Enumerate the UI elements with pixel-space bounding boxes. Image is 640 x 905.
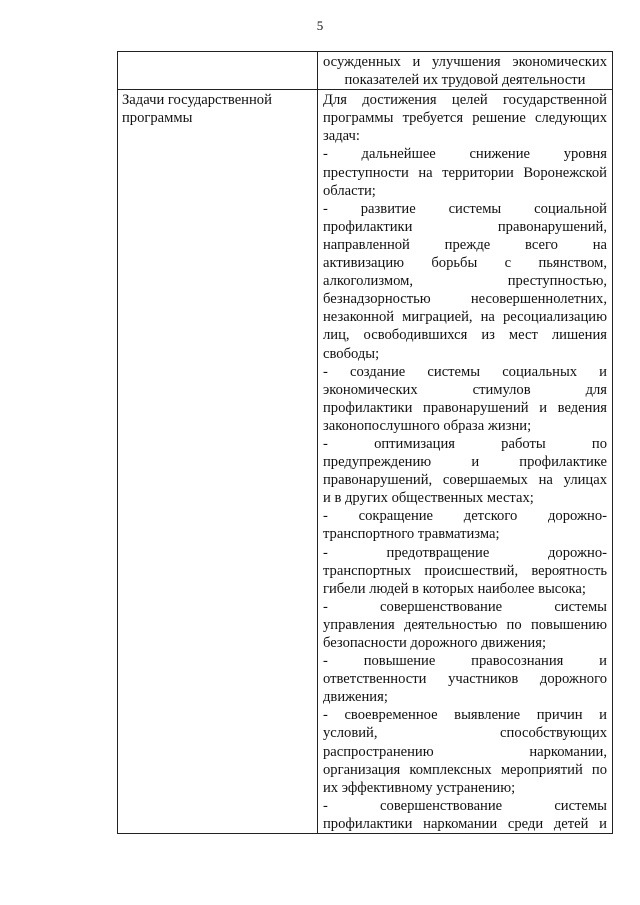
task-text-line: активизацию борьбы с пьянством, bbox=[323, 255, 607, 272]
table-row bbox=[118, 52, 613, 90]
task-text-line: - создание системы социальных и bbox=[323, 363, 607, 380]
task-text-line: - предотвращение дорожно- bbox=[323, 544, 607, 561]
task-text-line: профилактики правонарушений, bbox=[323, 218, 607, 235]
task-text-line: - развитие системы социальной bbox=[323, 200, 607, 217]
task-text-line: лиц, освободившихся из мест лишения bbox=[323, 327, 607, 344]
task-text-line: свободы; bbox=[323, 345, 380, 362]
task-text-line: транспортного травматизма; bbox=[323, 526, 500, 543]
task-text-line: - сокращение детского дорожно- bbox=[323, 508, 607, 525]
task-text-line: - оптимизация работы по bbox=[323, 435, 607, 452]
task-text-line: движения; bbox=[323, 689, 388, 706]
task-text-line: безнадзорностью несовершеннолетних, bbox=[323, 291, 607, 308]
task-text-line: экономических стимулов для bbox=[323, 381, 607, 398]
task-text-line: распространению наркомании, bbox=[323, 743, 607, 760]
table-row bbox=[118, 90, 613, 834]
task-text-line: и в других общественных местах; bbox=[323, 490, 534, 507]
row1-left-cell bbox=[118, 52, 318, 90]
task-text-line: преступности на территории Воронежской bbox=[323, 164, 607, 181]
task-text-line: Для достижения целей государственной bbox=[323, 92, 607, 109]
task-text-line: их эффективному устранению; bbox=[323, 779, 516, 796]
task-text-line: - дальнейшее снижение уровня bbox=[323, 146, 607, 163]
task-text-line: алкоголизмом, преступностью, bbox=[323, 273, 607, 290]
task-text-line: правонарушений, совершаемых на улицах bbox=[323, 472, 607, 489]
row1-line: осужденных и улучшения экономических bbox=[323, 54, 607, 70]
task-text-line: законопослушного образа жизни; bbox=[323, 417, 532, 434]
task-text-line: направленной прежде всего на bbox=[323, 236, 607, 253]
task-text-line: - совершенствование системы bbox=[323, 598, 607, 615]
task-text-line: задач: bbox=[323, 128, 360, 145]
tasks-heading-line: Задачи государственной bbox=[122, 92, 272, 109]
task-text-line: управления деятельностью по повышению bbox=[323, 616, 607, 633]
task-text-line: незаконной миграцией, на ресоциализацию bbox=[323, 309, 607, 326]
tasks-text-cell bbox=[318, 90, 613, 834]
task-text-line: гибели людей в которых наиболее высока; bbox=[323, 580, 586, 597]
task-text-line: транспортных происшествий, вероятность bbox=[323, 562, 607, 579]
task-text-line: профилактики правонарушений и ведения bbox=[323, 399, 607, 416]
task-text-line: профилактики наркомании среди детей и bbox=[323, 815, 607, 832]
task-text-line: - повышение правосознания и bbox=[323, 653, 607, 670]
task-text-line: программы требуется решение следующих bbox=[323, 110, 607, 127]
task-text-line: безопасности дорожного движения; bbox=[323, 635, 547, 651]
task-text-line: организация комплексных мероприятий по bbox=[323, 761, 607, 778]
task-text-line: - своевременное выявление причин и bbox=[323, 707, 607, 724]
tasks-heading-line: программы bbox=[122, 110, 193, 127]
task-text-line: - совершенствование системы bbox=[323, 797, 607, 814]
row1-line: показателей их трудовой деятельности bbox=[344, 72, 586, 89]
page-number: 5 bbox=[316, 18, 324, 33]
task-text-line: ответственности участников дорожного bbox=[323, 671, 607, 688]
task-text-line: области; bbox=[323, 182, 376, 199]
task-text-line: условий, способствующих bbox=[323, 725, 607, 742]
row1-right-cell bbox=[318, 52, 613, 90]
row2-left-cell bbox=[118, 90, 318, 834]
program-table bbox=[117, 51, 613, 834]
task-text-line: предупреждению и профилактике bbox=[323, 454, 607, 471]
